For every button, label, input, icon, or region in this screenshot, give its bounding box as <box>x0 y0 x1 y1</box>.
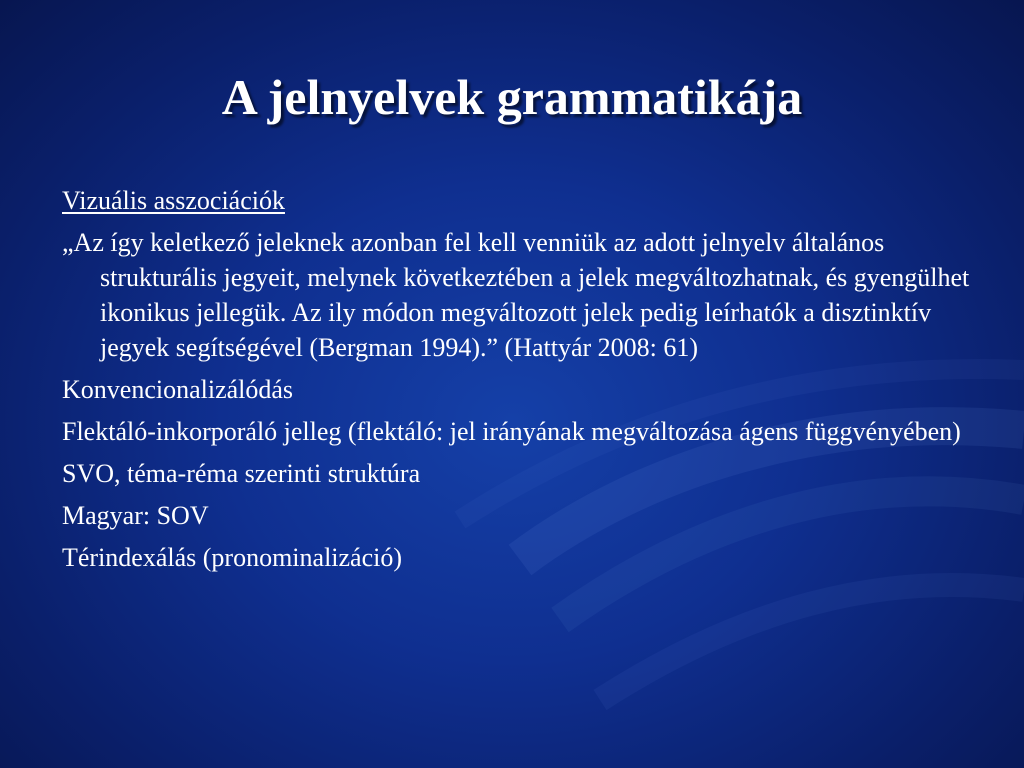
bullet-list <box>62 183 982 582</box>
slide-title: A jelnyelvek grammatikája <box>221 69 803 125</box>
bullet-visual-associations: Vizuális asszociációk <box>62 186 285 215</box>
bullet-hungarian-sov: Magyar: SOV <box>62 501 209 530</box>
bullet-inflecting: Flektáló-inkorporáló jelleg (flektáló: jel irányának megváltozása ágens függvényében) <box>62 417 961 446</box>
bullet-quote: „Az így keletkező jeleknek azonban fel kell venniük az adott jelnyelv általános strukturális jegyeit, melynek következtében a jelek megváltozhatnak, és gyengülhet ikonikus jellegük. Az ily módon megváltozott jelek pedig leírhatók a disztinktív jegyek segítségével (Bergman 1994).” (Hattyár 2008: 61) <box>62 228 970 362</box>
bullet-conventionalization: Konvencionalizálódás <box>62 375 294 404</box>
bullet-svo: SVO, téma-réma szerinti struktúra <box>62 459 421 488</box>
bullet-spatial-indexing: Térindexálás (pronominalizáció) <box>62 543 403 572</box>
